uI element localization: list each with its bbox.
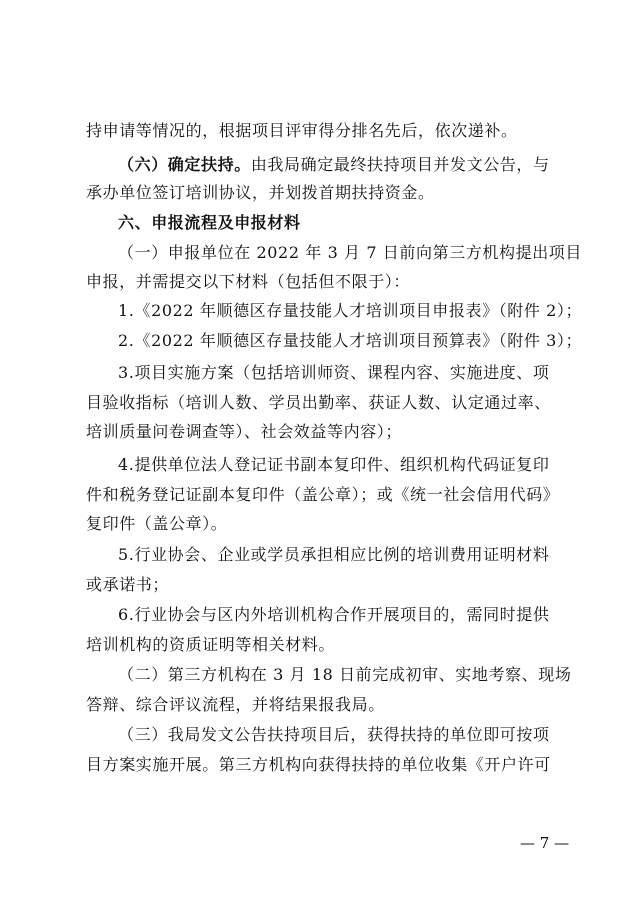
text-span: 由我局确定最终扶持项目并发文公告，与: [250, 155, 550, 174]
text-line: 4.提供单位法人登记证书副本复印件、组织机构代码证复印: [118, 455, 550, 474]
text-line: 培训机构的资质证明等相关材料。: [86, 635, 336, 654]
section-heading: 六、申报流程及申报材料: [118, 213, 301, 232]
text-line: 承办单位签订培训协议，并划拨首期扶持资金。: [86, 183, 435, 202]
text-line: 答辩、综合评议流程，并将结果报我局。: [86, 695, 385, 714]
text-line: 或承诺书；: [86, 575, 170, 594]
text-line: 目验收指标（培训人数、学员出勤率、获证人数、认定通过率、: [86, 393, 551, 412]
text-line: 复印件（盖公章）。: [86, 514, 228, 533]
text-line: 培训质量问卷调查等）、社会效益等内容）；: [86, 422, 403, 441]
text-line: [118, 155, 566, 175]
text-line: （一）申报单位在 2022 年 3 月 7 日前向第三方机构提出项目: [118, 243, 582, 262]
text-line: 申报，并需提交以下材料（包括但不限于）：: [86, 272, 411, 291]
text-line: （三）我局发文公告扶持项目后，获得扶持的单位即可按项: [118, 725, 550, 744]
text-line: 件和税务登记证副本复印件（盖公章）；或《统一社会信用代码》: [86, 485, 560, 504]
text-line: 目方案实施开展。第三方机构向获得扶持的单位收集《开户许可: [86, 755, 551, 774]
text-line: 1.《2022 年顺德区存量技能人才培训项目申报表》（附件 2）；: [118, 301, 583, 320]
text-line: 5.行业协会、企业或学员承担相应比例的培训费用证明材料: [118, 545, 550, 564]
page-number: — 7 —: [520, 834, 570, 852]
text-line: （二）第三方机构在 3 月 18 日前完成初审、实地考察、现场: [118, 665, 572, 684]
text-line: 持申请等情况的，根据项目评审得分排名先后，依次递补。: [86, 121, 518, 140]
text-line: 3.项目实施方案（包括培训师资、课程内容、实施进度、项: [118, 363, 550, 382]
text-line: 6.行业协会与区内外培训机构合作开展项目的，需同时提供: [118, 605, 550, 624]
text-line: 2.《2022 年顺德区存量技能人才培训项目预算表》（附件 3）；: [118, 331, 583, 350]
section-lead: （六）确定扶持。: [118, 155, 251, 174]
